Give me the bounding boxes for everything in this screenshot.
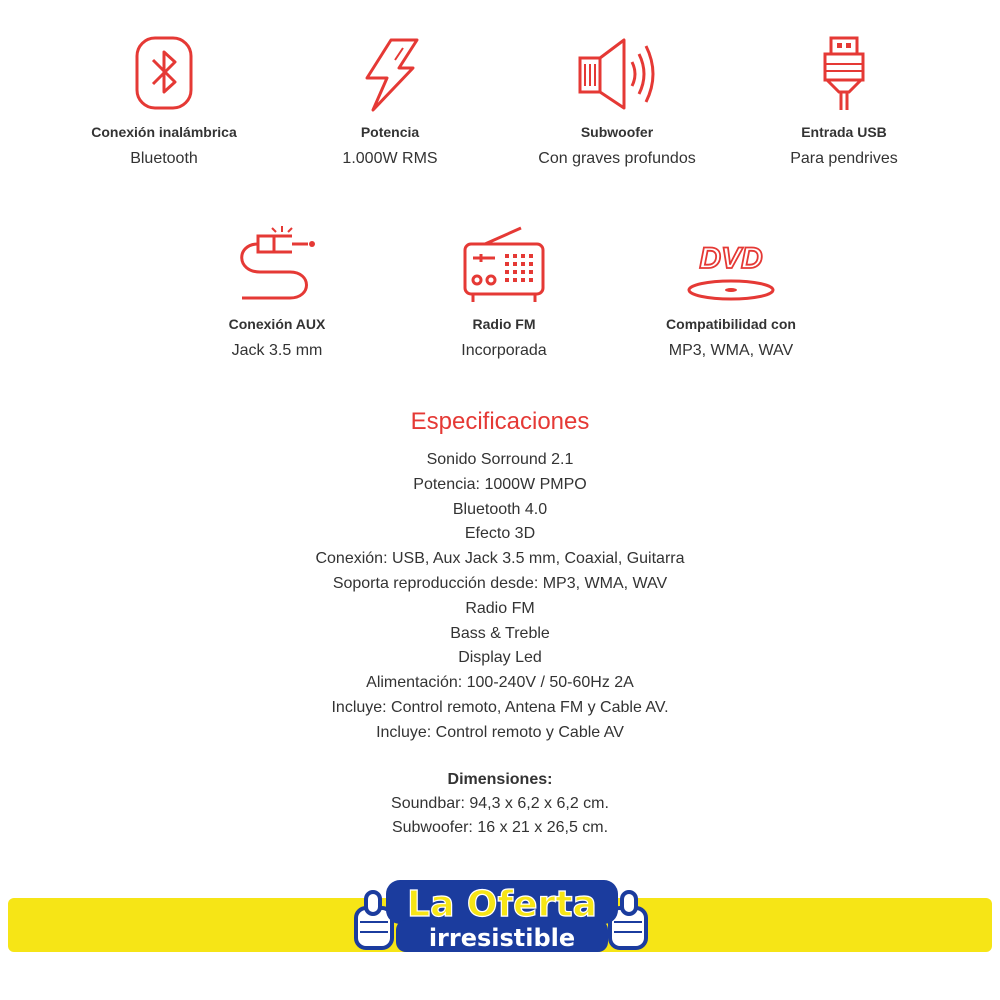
feature-potencia (270, 34, 510, 168)
svg-text:DVD: DVD (699, 242, 763, 275)
spec-line: Incluye: Control remoto y Cable AV (376, 723, 624, 741)
lightning-bolt-icon (355, 34, 425, 112)
dimension-line: Subwoofer: 16 x 21 x 26,5 cm. (391, 819, 609, 837)
spec-line: Bass & Treble (450, 624, 550, 642)
feature-usb (724, 34, 964, 168)
aux-cable-icon (232, 224, 322, 304)
logo-line-1: La Oferta (407, 884, 597, 925)
feature-title: Compatibilidad con (666, 316, 796, 332)
feature-title: Potencia (360, 124, 420, 140)
spec-line: Radio FM (465, 599, 535, 617)
feature-subtitle: Con graves profundos (538, 150, 696, 167)
spec-line: Soporta reproducción desde: MP3, WMA, WAV (332, 574, 668, 592)
feature-subtitle: MP3, WMA, WAV (668, 342, 794, 359)
specifications-section (0, 408, 1000, 841)
spec-line: Display Led (458, 649, 542, 667)
dimension-line: Soundbar: 94,3 x 6,2 x 6,2 cm. (391, 794, 609, 812)
spec-line: Alimentación: 100-240V / 50-60Hz 2A (366, 674, 634, 692)
la-oferta-irresistible-logo (352, 872, 652, 962)
feature-bluetooth (44, 34, 284, 168)
feature-aux (157, 224, 397, 360)
logo-line-2: irresistible (428, 924, 576, 952)
feature-subtitle: Incorporada (461, 342, 547, 359)
feature-title: Conexión AUX (228, 316, 326, 332)
feature-subtitle: 1.000W RMS (342, 150, 438, 167)
usb-plug-icon (809, 34, 879, 112)
feature-subtitle: Bluetooth (130, 150, 198, 167)
feature-title: Entrada USB (801, 124, 887, 140)
spec-line: Sonido Sorround 2.1 (426, 451, 574, 468)
feature-radio (384, 224, 624, 360)
spec-line: Potencia: 1000W PMPO (413, 475, 587, 493)
feature-title: Subwoofer (580, 124, 654, 140)
spec-line: Efecto 3D (464, 525, 536, 543)
specifications-title: Especificaciones (410, 408, 590, 435)
spec-line: Bluetooth 4.0 (452, 500, 548, 518)
dimensions-title: Dimensiones: (447, 770, 553, 788)
feature-subtitle: Jack 3.5 mm (231, 342, 323, 359)
radio-icon (459, 224, 549, 304)
spec-line: Incluye: Control remoto, Antena FM y Cable AV. (331, 698, 669, 716)
feature-subwoofer (497, 34, 737, 168)
spec-line: Conexión: USB, Aux Jack 3.5 mm, Coaxial, Guitarra (315, 550, 685, 568)
bluetooth-icon (129, 34, 199, 112)
feature-title: Radio FM (472, 316, 536, 332)
feature-title: Conexión inalámbrica (91, 124, 237, 140)
speaker-icon (572, 34, 662, 112)
feature-subtitle: Para pendrives (790, 150, 898, 167)
feature-compatibilidad (611, 224, 851, 360)
dvd-disc-icon (681, 224, 781, 304)
